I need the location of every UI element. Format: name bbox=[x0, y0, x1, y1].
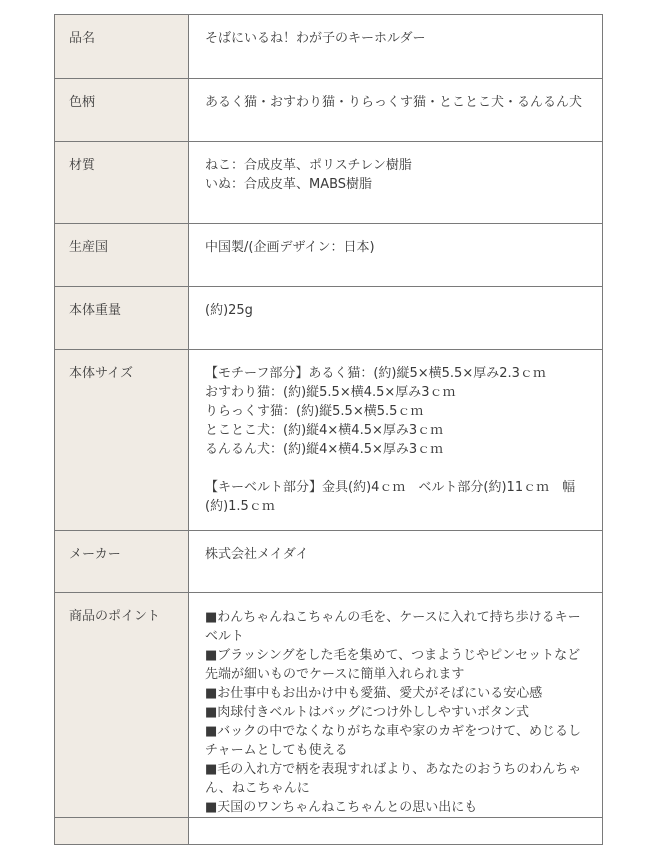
spec-label: 品名 bbox=[55, 15, 189, 79]
size-line: 【モチーフ部分】あるく猫：(約)縦5×横5.5×厚み2.3ｃｍ bbox=[205, 366, 546, 381]
size-line: とことこ犬：(約)縦4×横4.5×厚み3ｃｍ bbox=[205, 423, 444, 438]
material-line: ねこ：合成皮革、ポリスチレン樹脂 bbox=[205, 158, 412, 173]
point-item: ■わんちゃんねこちゃんの毛を、ケースに入れて持ち歩けるキーベルト bbox=[205, 610, 581, 644]
spec-value bbox=[189, 350, 603, 531]
spec-label: 本体重量 bbox=[55, 287, 189, 350]
size-line: おすわり猫：(約)縦5.5×横4.5×厚み3ｃｍ bbox=[205, 385, 456, 400]
spec-value: 株式会社メイダイ bbox=[189, 531, 603, 593]
spec-value-cut bbox=[189, 818, 603, 845]
spec-row-points bbox=[55, 593, 603, 818]
spec-value: (約)25g bbox=[189, 287, 603, 350]
spec-value: そばにいるね！わが子のキーホルダー bbox=[189, 15, 603, 79]
point-item: ■肉球付きベルトはバッグにつけ外ししやすいボタン式 bbox=[205, 705, 530, 720]
spec-row-maker bbox=[55, 531, 603, 593]
spec-label: 本体サイズ bbox=[55, 350, 189, 531]
spec-row-origin bbox=[55, 224, 603, 287]
points-list bbox=[189, 593, 603, 818]
spec-value: 中国製/(企画デザイン：日本) bbox=[189, 224, 603, 287]
spec-label: 材質 bbox=[55, 142, 189, 224]
spec-label-cut bbox=[55, 818, 189, 845]
size-line: りらっくす猫：(約)縦5.5×横5.5ｃｍ bbox=[205, 404, 424, 419]
size-spacer bbox=[205, 459, 602, 478]
spec-label: 商品のポイント bbox=[55, 593, 189, 818]
spec-row-weight bbox=[55, 287, 603, 350]
size-line: (約)1.5ｃｍ bbox=[205, 499, 275, 514]
size-line: るんるん犬：(約)縦4×横4.5×厚み3ｃｍ bbox=[205, 442, 444, 457]
spec-value: あるく猫・おすわり猫・りらっくす猫・とことこ犬・るんるん犬 bbox=[189, 79, 603, 142]
spec-row-material bbox=[55, 142, 603, 224]
spec-value bbox=[189, 142, 603, 224]
spec-row-product-name bbox=[55, 15, 603, 79]
spec-row-next bbox=[55, 818, 603, 845]
material-line: いぬ：合成皮革、MABS樹脂 bbox=[205, 177, 373, 192]
point-item: ■ブラッシングをした毛を集めて、つまようじやピンセットなど先端が細いものでケースに簡単入れられます bbox=[205, 648, 581, 682]
point-item: ■バックの中でなくなりがちな車や家のカギをつけて、めじるしチャームとしても使える bbox=[205, 724, 582, 758]
spec-label: メーカー bbox=[55, 531, 189, 593]
spec-row-pattern bbox=[55, 79, 603, 142]
point-item: ■天国のワンちゃんねこちゃんとの思い出にも bbox=[205, 800, 478, 815]
point-item: ■毛の入れ方で柄を表現すればより、あなたのおうちのわんちゃん、ねこちゃんに bbox=[205, 762, 582, 796]
spec-label: 色柄 bbox=[55, 79, 189, 142]
product-spec-table bbox=[54, 14, 603, 845]
spec-row-size bbox=[55, 350, 603, 531]
spec-label: 生産国 bbox=[55, 224, 189, 287]
size-line: 【キーベルト部分】金具(約)4ｃｍ ベルト部分(約)11ｃｍ 幅 bbox=[205, 480, 576, 495]
point-item: ■お仕事中もお出かけ中も愛猫、愛犬がそばにいる安心感 bbox=[205, 686, 543, 701]
